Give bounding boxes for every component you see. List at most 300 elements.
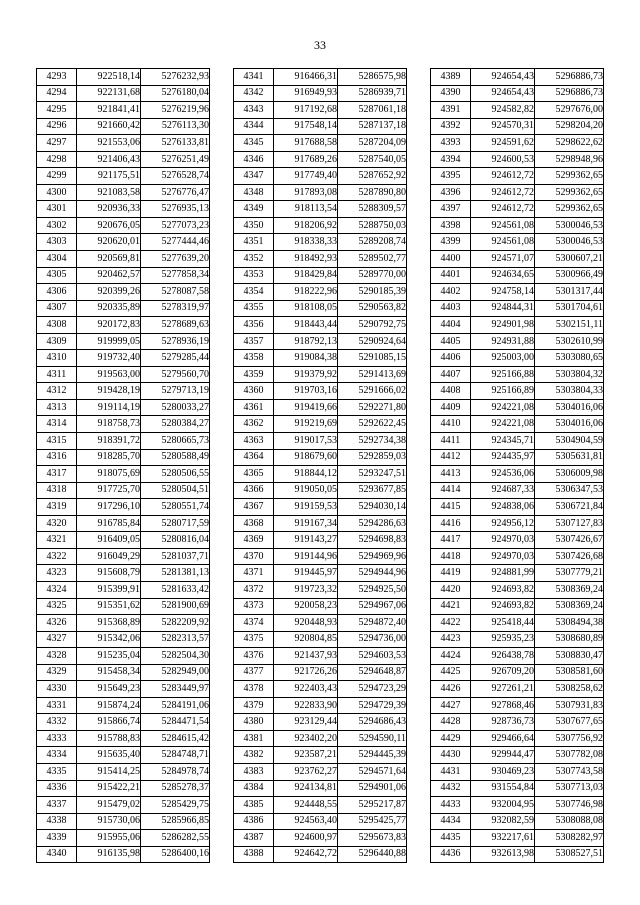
point-number-cell: 4408	[431, 383, 471, 400]
point-number-cell: 4329	[37, 664, 77, 681]
point-number-cell: 4307	[37, 300, 77, 317]
x-coordinate-cell: 922403,43	[274, 681, 338, 698]
x-coordinate-cell: 924693,82	[471, 598, 535, 615]
point-number-cell: 4398	[431, 217, 471, 234]
y-coordinate-cell: 5280551,74	[141, 499, 210, 516]
table-row	[234, 813, 407, 830]
y-coordinate-cell: 5294571,64	[338, 763, 407, 780]
point-number-cell: 4311	[37, 366, 77, 383]
table-row	[234, 184, 407, 201]
x-coordinate-cell: 915422,21	[77, 780, 141, 797]
y-coordinate-cell: 5286575,98	[338, 69, 407, 86]
table-row	[234, 399, 407, 416]
y-coordinate-cell: 5307127,83	[535, 515, 604, 532]
table-row	[234, 515, 407, 532]
x-coordinate-cell: 917296,10	[77, 499, 141, 516]
x-coordinate-cell: 915874,24	[77, 697, 141, 714]
y-coordinate-cell: 5277073,23	[141, 217, 210, 234]
y-coordinate-cell: 5295217,87	[338, 797, 407, 814]
y-coordinate-cell: 5282949,00	[141, 664, 210, 681]
table-row	[431, 217, 604, 234]
table-row	[234, 565, 407, 582]
table-row	[37, 598, 210, 615]
y-coordinate-cell: 5297676,00	[535, 102, 604, 119]
point-number-cell: 4428	[431, 714, 471, 731]
table-row	[431, 565, 604, 582]
y-coordinate-cell: 5304016,06	[535, 399, 604, 416]
table-row	[37, 284, 210, 301]
y-coordinate-cell: 5296886,73	[535, 69, 604, 86]
x-coordinate-cell: 922518,14	[77, 69, 141, 86]
y-coordinate-cell: 5308581,60	[535, 664, 604, 681]
x-coordinate-cell: 919084,38	[274, 350, 338, 367]
x-coordinate-cell: 921553,06	[77, 135, 141, 152]
point-number-cell: 4345	[234, 135, 274, 152]
table-row	[37, 797, 210, 814]
y-coordinate-cell: 5276180,04	[141, 85, 210, 102]
x-coordinate-cell: 919144,96	[274, 548, 338, 565]
x-coordinate-cell: 925935,23	[471, 631, 535, 648]
x-coordinate-cell: 921437,93	[274, 648, 338, 665]
table-row	[234, 217, 407, 234]
table-row	[37, 813, 210, 830]
point-number-cell: 4296	[37, 118, 77, 135]
x-coordinate-cell: 921726,26	[274, 664, 338, 681]
y-coordinate-cell: 5287137,18	[338, 118, 407, 135]
y-coordinate-cell: 5299362,65	[535, 201, 604, 218]
point-number-cell: 4333	[37, 730, 77, 747]
x-coordinate-cell: 918338,33	[274, 234, 338, 251]
point-number-cell: 4353	[234, 267, 274, 284]
page-number: 33	[314, 38, 326, 52]
table-row	[234, 118, 407, 135]
y-coordinate-cell: 5300607,21	[535, 251, 604, 268]
x-coordinate-cell: 919999,05	[77, 333, 141, 350]
point-number-cell: 4346	[234, 151, 274, 168]
table-row	[37, 317, 210, 334]
x-coordinate-cell: 927261,21	[471, 681, 535, 698]
y-coordinate-cell: 5308527,51	[535, 846, 604, 863]
point-number-cell: 4352	[234, 251, 274, 268]
table-row	[37, 184, 210, 201]
y-coordinate-cell: 5299362,65	[535, 168, 604, 185]
point-number-cell: 4417	[431, 532, 471, 549]
table-row	[234, 615, 407, 632]
y-coordinate-cell: 5294603,53	[338, 648, 407, 665]
x-coordinate-cell: 924758,14	[471, 284, 535, 301]
point-number-cell: 4302	[37, 217, 77, 234]
x-coordinate-cell: 925166,88	[471, 366, 535, 383]
x-coordinate-cell: 932082,59	[471, 813, 535, 830]
table-row	[37, 565, 210, 582]
table-row	[234, 151, 407, 168]
table-row	[234, 797, 407, 814]
x-coordinate-cell: 921175,51	[77, 168, 141, 185]
x-coordinate-cell: 924345,71	[471, 433, 535, 450]
x-coordinate-cell: 919167,34	[274, 515, 338, 532]
x-coordinate-cell: 915342,06	[77, 631, 141, 648]
table-row	[431, 730, 604, 747]
point-number-cell: 4418	[431, 548, 471, 565]
table-row	[37, 350, 210, 367]
table-row	[234, 416, 407, 433]
x-coordinate-cell: 924561,08	[471, 234, 535, 251]
table-row	[234, 830, 407, 847]
point-number-cell: 4393	[431, 135, 471, 152]
x-coordinate-cell: 924448,55	[274, 797, 338, 814]
x-coordinate-cell: 928736,73	[471, 714, 535, 731]
point-number-cell: 4423	[431, 631, 471, 648]
table-row	[431, 102, 604, 119]
table-row	[234, 846, 407, 863]
x-coordinate-cell: 919563,00	[77, 366, 141, 383]
y-coordinate-cell: 5308830,47	[535, 648, 604, 665]
x-coordinate-cell: 924221,08	[471, 399, 535, 416]
y-coordinate-cell: 5291666,02	[338, 383, 407, 400]
point-number-cell: 4433	[431, 797, 471, 814]
x-coordinate-cell: 919419,66	[274, 399, 338, 416]
x-coordinate-cell: 922131,68	[77, 85, 141, 102]
table-row	[37, 151, 210, 168]
table-row	[37, 648, 210, 665]
table-row	[37, 234, 210, 251]
coordinates-table-2	[233, 68, 407, 863]
y-coordinate-cell: 5280588,49	[141, 449, 210, 466]
point-number-cell: 4356	[234, 317, 274, 334]
point-number-cell: 4338	[37, 813, 77, 830]
table-row	[37, 399, 210, 416]
table-row	[431, 648, 604, 665]
point-number-cell: 4419	[431, 565, 471, 582]
y-coordinate-cell: 5307677,65	[535, 714, 604, 731]
point-number-cell: 4375	[234, 631, 274, 648]
x-coordinate-cell: 917688,58	[274, 135, 338, 152]
point-number-cell: 4431	[431, 763, 471, 780]
y-coordinate-cell: 5307931,83	[535, 697, 604, 714]
point-number-cell: 4377	[234, 664, 274, 681]
y-coordinate-cell: 5307782,08	[535, 747, 604, 764]
point-number-cell: 4390	[431, 85, 471, 102]
point-number-cell: 4320	[37, 515, 77, 532]
point-number-cell: 4400	[431, 251, 471, 268]
point-number-cell: 4403	[431, 300, 471, 317]
y-coordinate-cell: 5284471,54	[141, 714, 210, 731]
table-row	[234, 350, 407, 367]
point-number-cell: 4355	[234, 300, 274, 317]
x-coordinate-cell: 918108,05	[274, 300, 338, 317]
y-coordinate-cell: 5307426,68	[535, 548, 604, 565]
y-coordinate-cell: 5276251,49	[141, 151, 210, 168]
point-number-cell: 4349	[234, 201, 274, 218]
point-number-cell: 4350	[234, 217, 274, 234]
point-number-cell: 4306	[37, 284, 77, 301]
table-row	[234, 300, 407, 317]
y-coordinate-cell: 5276528,74	[141, 168, 210, 185]
x-coordinate-cell: 924642,72	[274, 846, 338, 863]
table-row	[37, 846, 210, 863]
point-number-cell: 4351	[234, 234, 274, 251]
table-row	[234, 284, 407, 301]
x-coordinate-cell: 924956,12	[471, 515, 535, 532]
x-coordinate-cell: 916949,93	[274, 85, 338, 102]
point-number-cell: 4324	[37, 581, 77, 598]
x-coordinate-cell: 924570,31	[471, 118, 535, 135]
x-coordinate-cell: 925003,00	[471, 350, 535, 367]
point-number-cell: 4396	[431, 184, 471, 201]
x-coordinate-cell: 924612,72	[471, 168, 535, 185]
table-row	[431, 482, 604, 499]
point-number-cell: 4434	[431, 813, 471, 830]
table-row	[37, 251, 210, 268]
table-row	[37, 532, 210, 549]
point-number-cell: 4361	[234, 399, 274, 416]
table-row	[37, 217, 210, 234]
y-coordinate-cell: 5281633,42	[141, 581, 210, 598]
point-number-cell: 4313	[37, 399, 77, 416]
table-row	[37, 747, 210, 764]
table-row	[37, 85, 210, 102]
x-coordinate-cell: 919114,19	[77, 399, 141, 416]
x-coordinate-cell: 924693,82	[471, 581, 535, 598]
x-coordinate-cell: 924901,98	[471, 317, 535, 334]
table-row	[37, 730, 210, 747]
x-coordinate-cell: 918443,44	[274, 317, 338, 334]
y-coordinate-cell: 5285278,37	[141, 780, 210, 797]
x-coordinate-cell: 925418,44	[471, 615, 535, 632]
x-coordinate-cell: 920569,81	[77, 251, 141, 268]
table-row	[234, 135, 407, 152]
y-coordinate-cell: 5308494,38	[535, 615, 604, 632]
x-coordinate-cell: 924591,62	[471, 135, 535, 152]
table-row	[431, 350, 604, 367]
table-row	[37, 780, 210, 797]
point-number-cell: 4322	[37, 548, 77, 565]
x-coordinate-cell: 921406,43	[77, 151, 141, 168]
x-coordinate-cell: 925166,89	[471, 383, 535, 400]
point-number-cell: 4412	[431, 449, 471, 466]
table-row	[37, 548, 210, 565]
table-row	[431, 284, 604, 301]
table-row	[234, 730, 407, 747]
point-number-cell: 4323	[37, 565, 77, 582]
y-coordinate-cell: 5290185,39	[338, 284, 407, 301]
y-coordinate-cell: 5278087,58	[141, 284, 210, 301]
x-coordinate-cell: 915955,06	[77, 830, 141, 847]
table-row	[234, 85, 407, 102]
point-number-cell: 4336	[37, 780, 77, 797]
point-number-cell: 4404	[431, 317, 471, 334]
y-coordinate-cell: 5282313,57	[141, 631, 210, 648]
point-number-cell: 4308	[37, 317, 77, 334]
y-coordinate-cell: 5285966,85	[141, 813, 210, 830]
x-coordinate-cell: 919159,53	[274, 499, 338, 516]
y-coordinate-cell: 5294686,43	[338, 714, 407, 731]
point-number-cell: 4415	[431, 499, 471, 516]
x-coordinate-cell: 924881,99	[471, 565, 535, 582]
x-coordinate-cell: 924654,43	[471, 69, 535, 86]
y-coordinate-cell: 5294925,50	[338, 581, 407, 598]
table-row	[431, 747, 604, 764]
y-coordinate-cell: 5304016,06	[535, 416, 604, 433]
x-coordinate-cell: 919445,97	[274, 565, 338, 582]
x-coordinate-cell: 924654,43	[471, 85, 535, 102]
x-coordinate-cell: 919219,69	[274, 416, 338, 433]
point-number-cell: 4341	[234, 69, 274, 86]
point-number-cell: 4317	[37, 466, 77, 483]
y-coordinate-cell: 5276935,13	[141, 201, 210, 218]
x-coordinate-cell: 918792,13	[274, 333, 338, 350]
y-coordinate-cell: 5295425,77	[338, 813, 407, 830]
point-number-cell: 4385	[234, 797, 274, 814]
x-coordinate-cell: 918429,84	[274, 267, 338, 284]
point-number-cell: 4382	[234, 747, 274, 764]
y-coordinate-cell: 5280506,55	[141, 466, 210, 483]
y-coordinate-cell: 5294286,63	[338, 515, 407, 532]
table-row	[234, 532, 407, 549]
point-number-cell: 4331	[37, 697, 77, 714]
y-coordinate-cell: 5292734,38	[338, 433, 407, 450]
y-coordinate-cell: 5299362,65	[535, 184, 604, 201]
point-number-cell: 4416	[431, 515, 471, 532]
table-row	[37, 333, 210, 350]
y-coordinate-cell: 5280504,51	[141, 482, 210, 499]
x-coordinate-cell: 917689,26	[274, 151, 338, 168]
x-coordinate-cell: 924970,03	[471, 548, 535, 565]
table-row	[431, 433, 604, 450]
y-coordinate-cell: 5302610,99	[535, 333, 604, 350]
point-number-cell: 4407	[431, 366, 471, 383]
x-coordinate-cell: 915414,25	[77, 763, 141, 780]
x-coordinate-cell: 924844,31	[471, 300, 535, 317]
y-coordinate-cell: 5294872,40	[338, 615, 407, 632]
point-number-cell: 4402	[431, 284, 471, 301]
table-row	[234, 598, 407, 615]
x-coordinate-cell: 918844,12	[274, 466, 338, 483]
point-number-cell: 4326	[37, 615, 77, 632]
x-coordinate-cell: 918206,92	[274, 217, 338, 234]
x-coordinate-cell: 920804,85	[274, 631, 338, 648]
table-row	[37, 697, 210, 714]
y-coordinate-cell: 5306721,84	[535, 499, 604, 516]
table-row	[37, 118, 210, 135]
table-row	[234, 433, 407, 450]
table-row	[37, 102, 210, 119]
table-row	[431, 830, 604, 847]
x-coordinate-cell: 919379,92	[274, 366, 338, 383]
point-number-cell: 4378	[234, 681, 274, 698]
x-coordinate-cell: 915730,06	[77, 813, 141, 830]
point-number-cell: 4339	[37, 830, 77, 847]
x-coordinate-cell: 924612,72	[471, 201, 535, 218]
y-coordinate-cell: 5306347,53	[535, 482, 604, 499]
table-row	[431, 251, 604, 268]
point-number-cell: 4367	[234, 499, 274, 516]
y-coordinate-cell: 5305631,81	[535, 449, 604, 466]
y-coordinate-cell: 5276133,81	[141, 135, 210, 152]
point-number-cell: 4318	[37, 482, 77, 499]
x-coordinate-cell: 918391,72	[77, 433, 141, 450]
y-coordinate-cell: 5277444,46	[141, 234, 210, 251]
y-coordinate-cell: 5286939,71	[338, 85, 407, 102]
point-number-cell: 4426	[431, 681, 471, 698]
y-coordinate-cell: 5278319,97	[141, 300, 210, 317]
x-coordinate-cell: 923762,27	[274, 763, 338, 780]
table-row	[431, 168, 604, 185]
table-row	[431, 598, 604, 615]
x-coordinate-cell: 917548,14	[274, 118, 338, 135]
x-coordinate-cell: 920448,93	[274, 615, 338, 632]
x-coordinate-cell: 927868,46	[471, 697, 535, 714]
y-coordinate-cell: 5276113,30	[141, 118, 210, 135]
table-row	[37, 135, 210, 152]
x-coordinate-cell: 915635,40	[77, 747, 141, 764]
point-number-cell: 4357	[234, 333, 274, 350]
table-row	[431, 797, 604, 814]
y-coordinate-cell: 5304904,59	[535, 433, 604, 450]
table-row	[37, 433, 210, 450]
x-coordinate-cell: 915788,83	[77, 730, 141, 747]
x-coordinate-cell: 929466,64	[471, 730, 535, 747]
x-coordinate-cell: 920172,83	[77, 317, 141, 334]
y-coordinate-cell: 5294445,39	[338, 747, 407, 764]
y-coordinate-cell: 5294944,96	[338, 565, 407, 582]
table-row	[234, 681, 407, 698]
x-coordinate-cell: 916785,84	[77, 515, 141, 532]
x-coordinate-cell: 924970,03	[471, 532, 535, 549]
x-coordinate-cell: 919428,19	[77, 383, 141, 400]
x-coordinate-cell: 931554,84	[471, 780, 535, 797]
point-number-cell: 4391	[431, 102, 471, 119]
x-coordinate-cell: 930469,23	[471, 763, 535, 780]
point-number-cell: 4301	[37, 201, 77, 218]
x-coordinate-cell: 920058,23	[274, 598, 338, 615]
point-number-cell: 4312	[37, 383, 77, 400]
point-number-cell: 4388	[234, 846, 274, 863]
y-coordinate-cell: 5287890,80	[338, 184, 407, 201]
table-row	[37, 830, 210, 847]
point-number-cell: 4334	[37, 747, 77, 764]
table-row	[37, 383, 210, 400]
point-number-cell: 4381	[234, 730, 274, 747]
table-row	[234, 697, 407, 714]
point-number-cell: 4374	[234, 615, 274, 632]
x-coordinate-cell: 915608,79	[77, 565, 141, 582]
x-coordinate-cell: 922833,90	[274, 697, 338, 714]
y-coordinate-cell: 5284978,74	[141, 763, 210, 780]
y-coordinate-cell: 5281037,71	[141, 548, 210, 565]
table-row	[431, 383, 604, 400]
point-number-cell: 4401	[431, 267, 471, 284]
x-coordinate-cell: 919732,40	[77, 350, 141, 367]
x-coordinate-cell: 917893,08	[274, 184, 338, 201]
y-coordinate-cell: 5294967,06	[338, 598, 407, 615]
y-coordinate-cell: 5280665,73	[141, 433, 210, 450]
table-row	[431, 466, 604, 483]
y-coordinate-cell: 5307756,92	[535, 730, 604, 747]
point-number-cell: 4395	[431, 168, 471, 185]
table-row	[234, 168, 407, 185]
y-coordinate-cell: 5287061,18	[338, 102, 407, 119]
y-coordinate-cell: 5292859,03	[338, 449, 407, 466]
y-coordinate-cell: 5279713,19	[141, 383, 210, 400]
point-number-cell: 4368	[234, 515, 274, 532]
x-coordinate-cell: 924687,33	[471, 482, 535, 499]
y-coordinate-cell: 5298622,62	[535, 135, 604, 152]
point-number-cell: 4425	[431, 664, 471, 681]
x-coordinate-cell: 915351,62	[77, 598, 141, 615]
x-coordinate-cell: 918758,73	[77, 416, 141, 433]
table-row	[431, 85, 604, 102]
